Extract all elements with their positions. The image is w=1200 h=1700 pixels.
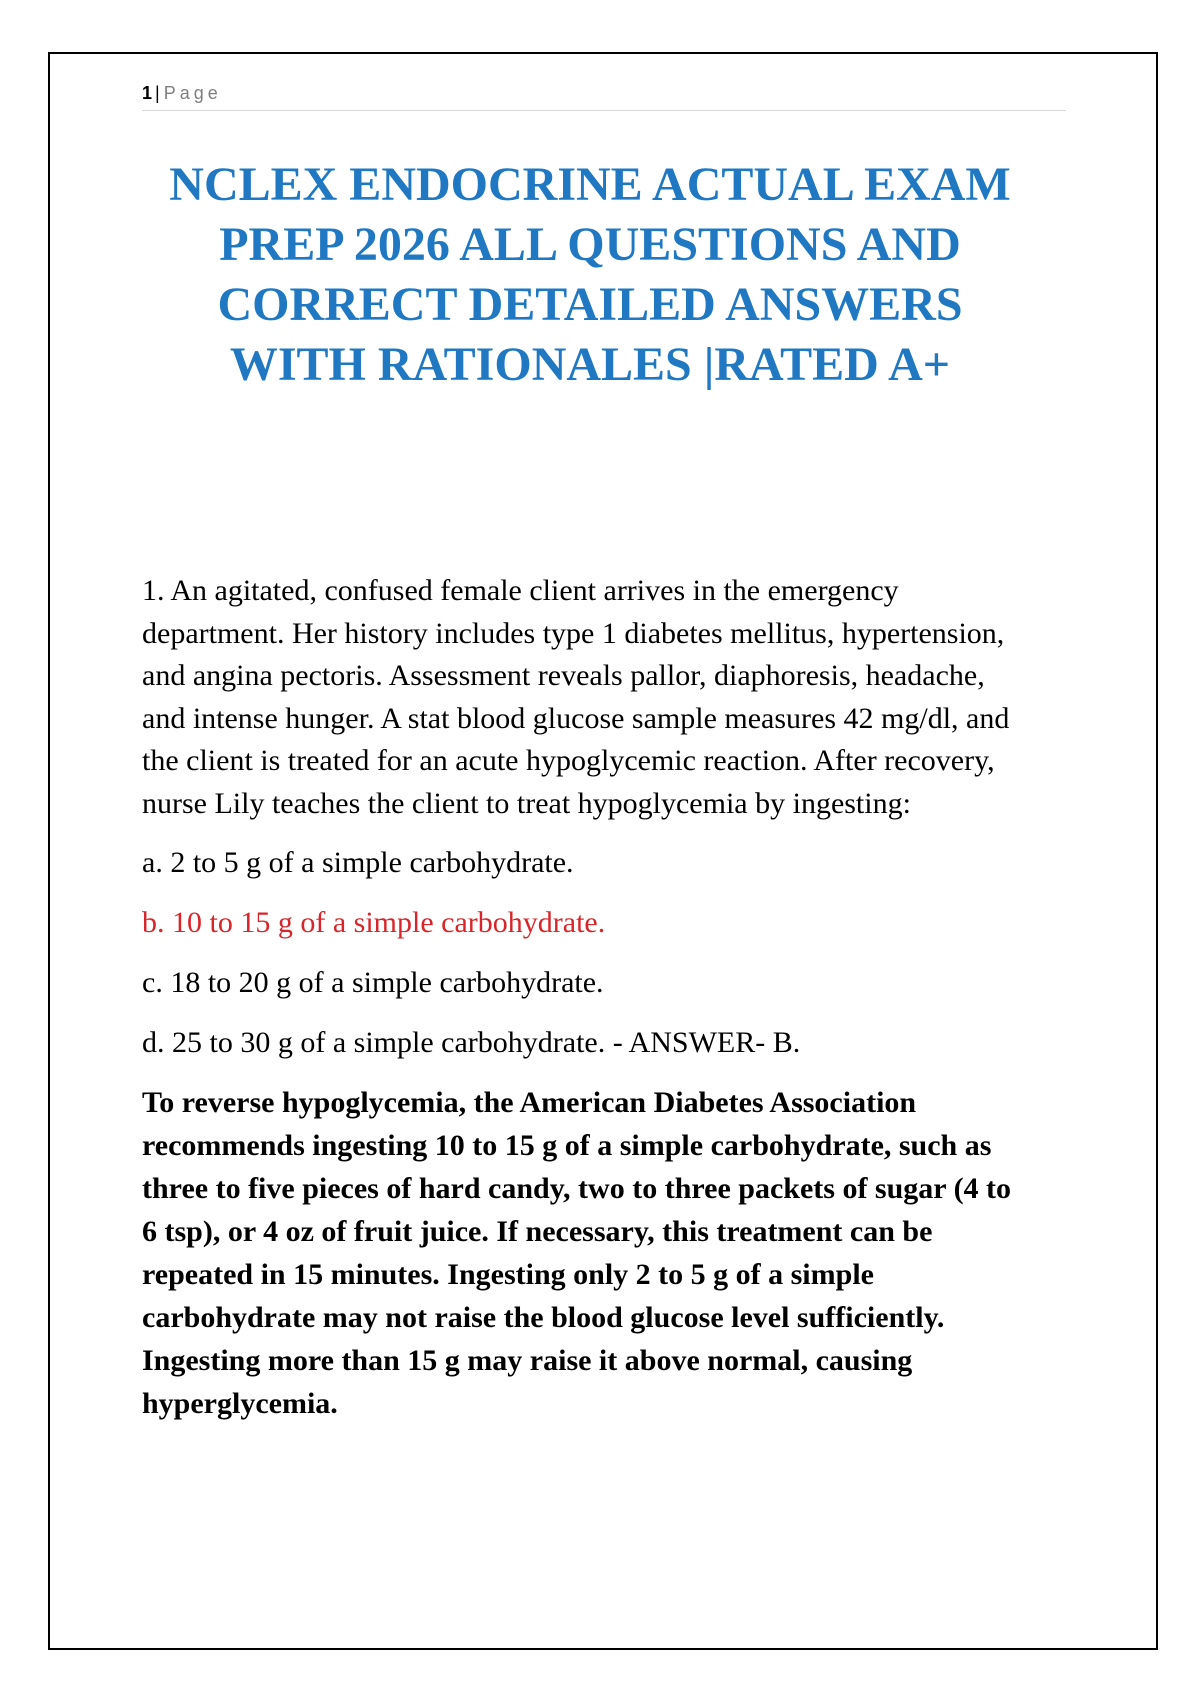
rationale-line: carbohydrate may not raise the blood glucose level sufficiently.	[142, 1301, 945, 1334]
rationale-line: To reverse hypoglycemia, the American Diabetes Association	[142, 1086, 917, 1119]
question-line: and intense hunger. A stat blood glucose sample measures 42 mg/dl, and	[142, 701, 1010, 735]
option-c: c. 18 to 20 g of a simple carbohydrate.	[142, 966, 604, 999]
rationale-line: three to five pieces of hard candy, two to three packets of sugar (4 to	[142, 1172, 1012, 1205]
question-line: and angina pectoris. Assessment reveals pallor, diaphoresis, headache,	[142, 659, 985, 692]
option-d-with-answer: d. 25 to 30 g of a simple carbohydrate. - ANSWER- B.	[142, 1026, 801, 1059]
question-block	[142, 570, 1072, 1425]
question-line: nurse Lily teaches the client to treat hypoglycemia by ingesting:	[142, 786, 911, 820]
question-line: department. Her history includes type 1 diabetes mellitus, hypertension,	[142, 616, 1005, 650]
option-a: a. 2 to 5 g of a simple carbohydrate.	[142, 846, 574, 879]
document-title	[120, 155, 1060, 395]
rationale	[142, 1081, 1072, 1425]
answer-options	[142, 841, 1072, 1064]
rationale-line: Ingesting more than 15 g may raise it above normal, causing	[142, 1344, 913, 1377]
question-line: 1. An agitated, confused female client arrives in the emergency	[142, 574, 899, 607]
title-line: PREP 2026 ALL QUESTIONS AND	[219, 218, 961, 271]
question-stem	[142, 570, 1072, 825]
rationale-line: 6 tsp), or 4 oz of fruit juice. If necessary, this treatment can be	[142, 1215, 933, 1248]
title-line: CORRECT DETAILED ANSWERS	[217, 278, 963, 331]
rationale-line: recommends ingesting 10 to 15 g of a simple carbohydrate, such as	[142, 1129, 992, 1162]
option-b-correct: b. 10 to 15 g of a simple carbohydrate.	[142, 906, 606, 939]
page-header	[142, 80, 1066, 111]
page-number: 1	[142, 83, 153, 103]
question-line: the client is treated for an acute hypoglycemic reaction. After recovery,	[142, 744, 995, 777]
title-line: WITH RATIONALES |RATED A+	[229, 338, 951, 391]
page-header-separator: |	[155, 83, 160, 103]
page-label: Page	[163, 83, 222, 103]
title-line: NCLEX ENDOCRINE ACTUAL EXAM	[169, 158, 1011, 211]
rationale-line: repeated in 15 minutes. Ingesting only 2 to 5 g of a simple	[142, 1258, 874, 1291]
rationale-line: hyperglycemia.	[142, 1387, 338, 1420]
